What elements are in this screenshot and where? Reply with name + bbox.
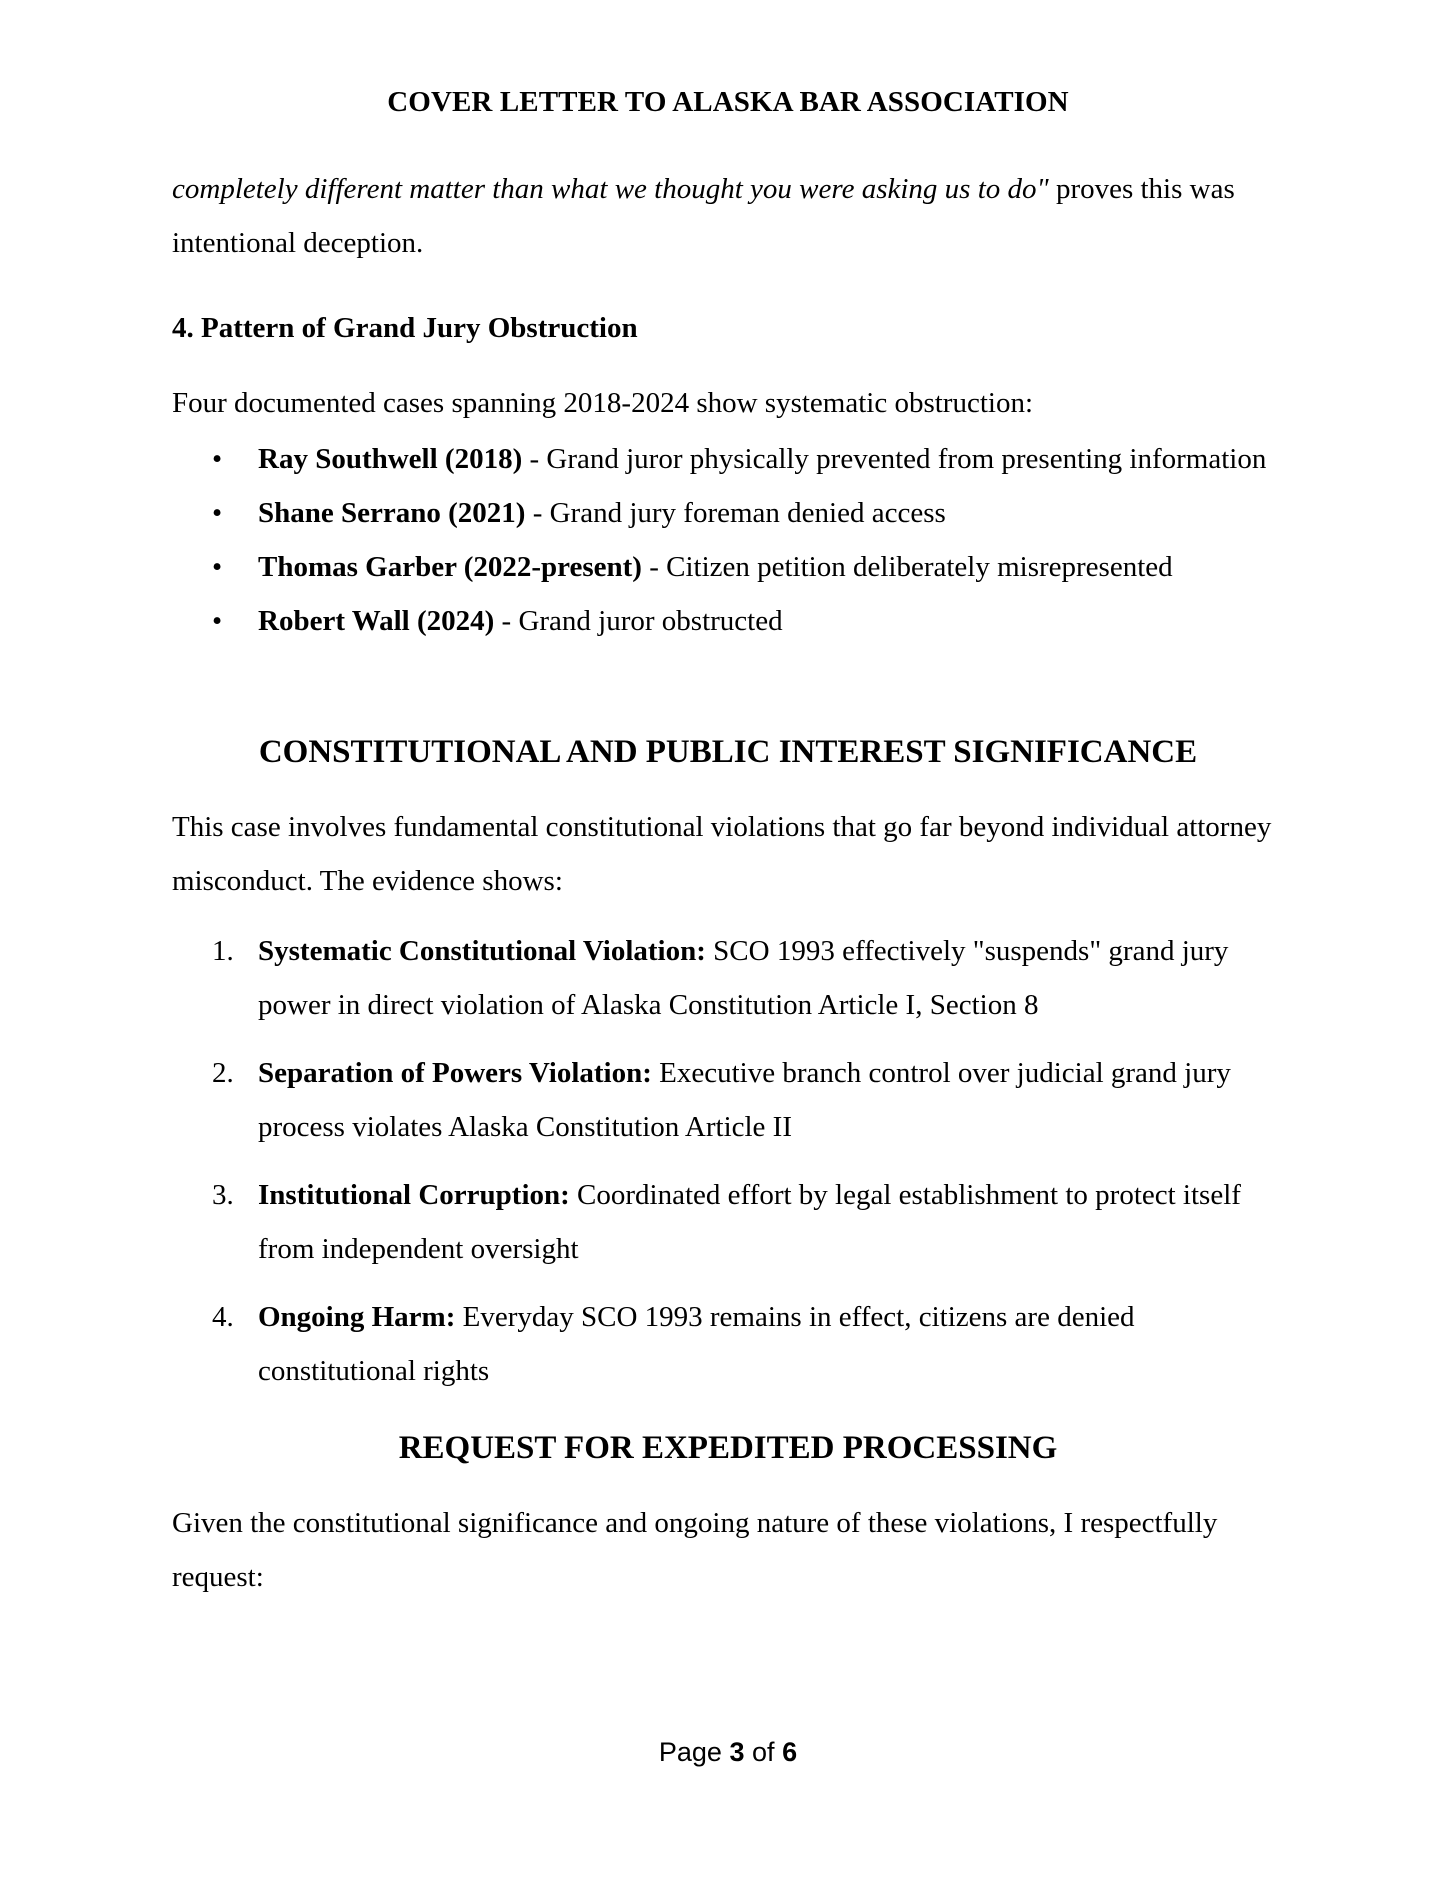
bullet-icon: • xyxy=(212,497,223,529)
list-item xyxy=(172,924,1292,1032)
intro-paragraph xyxy=(172,162,1292,270)
expedited-heading: REQUEST FOR EXPEDITED PROCESSING xyxy=(398,1430,1058,1466)
case-name: Robert Wall (2024) xyxy=(258,605,495,637)
page-footer xyxy=(0,1737,1456,1768)
list-item xyxy=(172,540,1292,594)
case-text: - Grand juror obstructed xyxy=(494,605,783,637)
violation-list xyxy=(172,924,1292,1412)
list-item xyxy=(172,594,1292,648)
page-label: Page xyxy=(658,1737,722,1767)
section-4-heading: 4. Pattern of Grand Jury Obstruction xyxy=(172,312,638,344)
list-item xyxy=(172,1290,1292,1398)
page-header: COVER LETTER TO ALASKA BAR ASSOCIATION xyxy=(387,86,1069,118)
item-text: Everyday SCO 1993 remains in effect, citizens are denied constitutional rights xyxy=(258,1301,1135,1387)
item-text: SCO 1993 effectively "suspends" grand jury power in direct violation of Alaska Constitution Article I, Section 8 xyxy=(258,935,1229,1021)
item-number: 3. xyxy=(212,1179,234,1211)
intro-rest: proves this was intentional deception. xyxy=(172,173,1235,259)
page-total: 6 xyxy=(782,1737,798,1767)
item-title: Ongoing Harm: xyxy=(258,1301,456,1333)
item-number: 2. xyxy=(212,1057,234,1089)
expedited-lead: Given the constitutional significance and ongoing nature of these violations, I respectfully request: xyxy=(172,1507,1218,1593)
item-number: 4. xyxy=(212,1301,234,1333)
case-text: - Grand jury foreman denied access xyxy=(525,497,946,529)
section-4-lead: Four documented cases spanning 2018-2024 show systematic obstruction: xyxy=(172,387,1034,419)
list-item xyxy=(172,486,1292,540)
item-title: Systematic Constitutional Violation: xyxy=(258,935,706,967)
case-name: Shane Serrano (2021) xyxy=(258,497,526,529)
of-label: of xyxy=(752,1737,775,1767)
bullet-icon: • xyxy=(212,551,223,583)
case-name: Ray Southwell (2018) xyxy=(258,443,523,475)
significance-heading: CONSTITUTIONAL AND PUBLIC INTEREST SIGNIFICANCE xyxy=(258,734,1198,770)
list-item xyxy=(172,1168,1292,1276)
item-title: Institutional Corruption: xyxy=(258,1179,570,1211)
bullet-icon: • xyxy=(212,443,223,475)
list-item xyxy=(172,1046,1292,1154)
item-text: Coordinated effort by legal establishment to protect itself from independent oversight xyxy=(258,1179,1241,1265)
case-name: Thomas Garber (2022-present) xyxy=(258,551,642,583)
item-number: 1. xyxy=(212,935,234,967)
significance-lead: This case involves fundamental constitutional violations that go far beyond individual attorney misconduct. The evidence shows: xyxy=(172,811,1272,897)
item-title: Separation of Powers Violation: xyxy=(258,1057,652,1089)
bullet-icon: • xyxy=(212,605,223,637)
item-text: Executive branch control over judicial grand jury process violates Alaska Constitution Article II xyxy=(258,1057,1231,1143)
case-text: - Citizen petition deliberately misrepresented xyxy=(641,551,1173,583)
page-number: 3 xyxy=(729,1737,745,1767)
obstruction-case-list xyxy=(172,432,1292,648)
case-text: - Grand juror physically prevented from presenting information xyxy=(522,443,1267,475)
list-item xyxy=(172,432,1292,486)
intro-quote: completely different matter than what we thought you were asking us to do" xyxy=(172,173,1049,205)
